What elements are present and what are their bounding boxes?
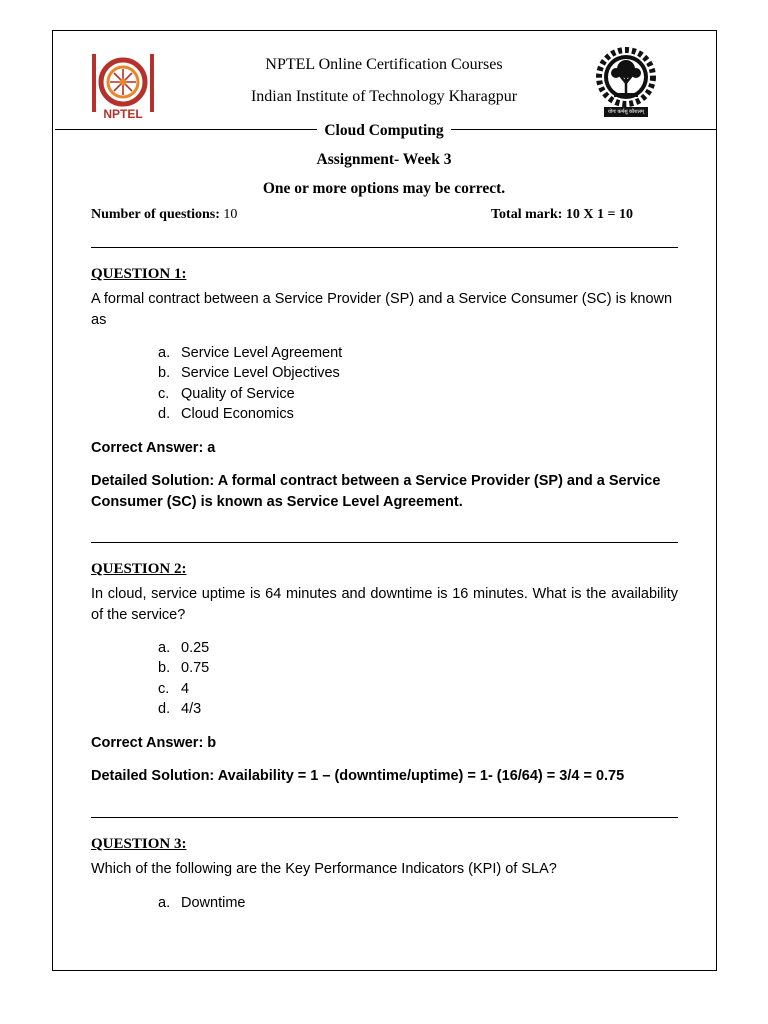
question-2-heading: QUESTION 2: [91, 561, 187, 577]
option-a: a. 0.25 [158, 640, 210, 656]
question-2-text: In cloud, service uptime is 64 minutes and downtime is 16 minutes. What is the availability of the service? [91, 586, 678, 623]
option-d: d. Cloud Economics [158, 405, 294, 422]
separator-3 [91, 817, 678, 818]
nptel-logo-text: NPTEL [103, 107, 143, 121]
question-1-text: A formal contract between a Service Provider (SP) and a Service Consumer (SC) is known as [91, 291, 673, 328]
num-questions-label: Number of questions: [91, 207, 220, 222]
question-2-answer: Correct Answer: b [91, 735, 217, 751]
option-c: c. 4 [158, 680, 190, 697]
instruction-text: One or more options may be correct. [262, 180, 506, 197]
assignment-title: Assignment- Week 3 [316, 151, 452, 168]
question-2-solution: Detailed Solution: Availability = 1 – (downtime/uptime) = 1- (16/64) = 3/4 = 0.75 [91, 768, 625, 784]
option-b: b. 0.75 [158, 660, 210, 677]
question-3-text: Which of the following are the Key Performance Indicators (KPI) of SLA? [91, 861, 557, 877]
number-of-questions [91, 206, 237, 224]
total-mark: Total mark: 10 X 1 = 10 [491, 207, 634, 222]
header-line-1: NPTEL Online Certification Courses [265, 56, 503, 73]
question-3-options [158, 893, 245, 913]
separator-2 [91, 542, 678, 543]
num-questions-value: 10 [223, 207, 238, 222]
course-title: Cloud Computing [324, 122, 444, 139]
question-2-options [158, 638, 209, 719]
option-a: a. Service Level Agreement [158, 345, 343, 361]
option-d: d. 4/3 [158, 700, 202, 717]
question-1-options [158, 343, 342, 424]
question-1-heading: QUESTION 1: [91, 266, 187, 282]
header-line-2: Indian Institute of Technology Kharagpur [250, 88, 518, 105]
option-a: a. Downtime [158, 895, 246, 911]
option-b: b. Service Level Objectives [158, 365, 340, 382]
iit-motto-text: योगः कर्मसु कौशलम् [608, 109, 644, 115]
separator-1 [91, 247, 678, 248]
question-1-solution: Detailed Solution: A formal contract between a Service Provider (SP) and a Service Consumer (SC) is known as Service Level Agreement. [91, 473, 661, 510]
question-1-answer: Correct Answer: a [91, 440, 216, 456]
question-3-heading: QUESTION 3: [91, 836, 187, 852]
option-c: c. Quality of Service [158, 385, 295, 402]
